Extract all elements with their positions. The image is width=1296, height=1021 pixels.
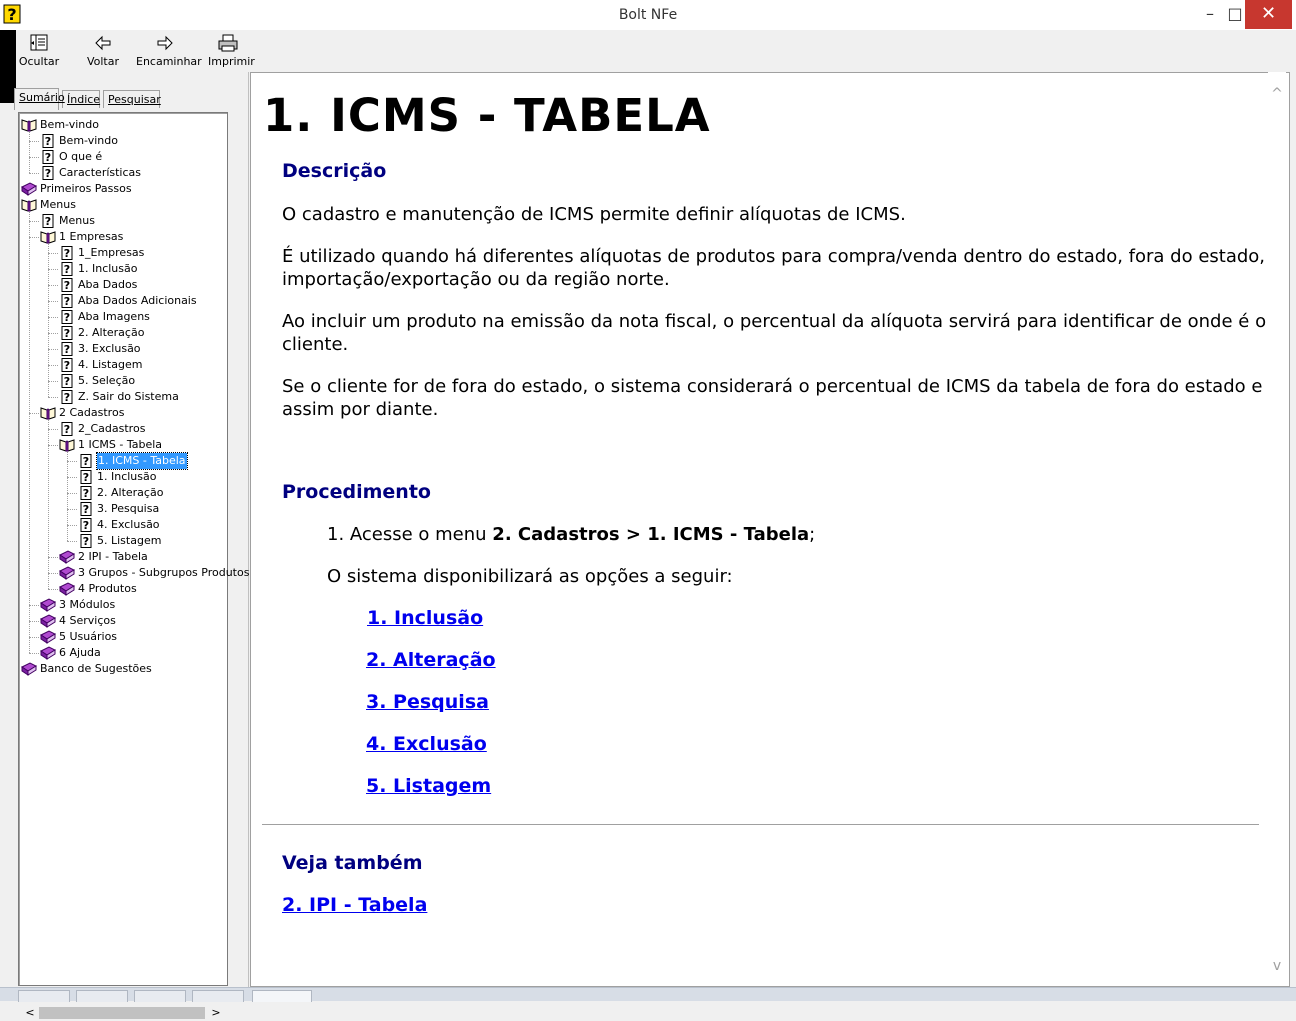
tree-item-label: 1 ICMS - Tabela [78,438,163,451]
tree-connector [48,365,58,366]
svg-text:?: ? [63,391,71,404]
svg-text:?: ? [82,455,90,468]
printer-icon [217,33,239,53]
svg-text:?: ? [82,471,90,484]
tree-connector [48,269,58,270]
link-ipi-tabela[interactable]: 2. IPI - Tabela [282,894,428,916]
step-1-prefix: 1. Acesse o menu [327,524,493,545]
tree-item-label: 4 Produtos [78,582,137,595]
tree-item-label: 2 IPI - Tabela [78,550,148,563]
window-title: Bolt NFe [618,7,678,23]
svg-text:?: ? [63,359,71,372]
tree-item-label: 2 Cadastros [59,406,125,419]
open-book-icon [21,198,37,212]
horizontal-scrollbar[interactable] [21,1005,225,1021]
tree-item-label: 2. Alteração [78,326,145,339]
tree-connector [67,525,77,526]
scroll-thumb[interactable] [39,1007,205,1019]
tree-connector [48,301,58,302]
step-1 [327,524,815,545]
forward-arrow-icon [154,33,176,53]
procedimento-heading: Procedimento [282,481,431,503]
tree-connector [48,589,58,590]
step-1-menu-path: 2. Cadastros > 1. ICMS - Tabela [492,524,810,545]
closed-book-icon [40,598,56,612]
tree-item-label: Aba Imagens [78,310,150,323]
tree-item-label: 1. ICMS - Tabela [98,454,186,467]
ocultar-button[interactable] [18,33,60,71]
tree-connector [48,285,58,286]
tree-connector [29,157,39,158]
tree-item-label: Aba Dados [78,278,138,291]
voltar-label: Voltar [86,55,120,68]
help-page-icon [59,326,75,340]
help-page-icon [59,246,75,260]
title-bar [0,0,1296,31]
help-page-icon [78,518,94,532]
divider [262,824,1259,825]
svg-text:?: ? [44,135,52,148]
step-1-suffix: ; [809,524,816,545]
svg-text:?: ? [63,423,71,436]
tree-item-label: Bem-vindo [40,118,99,131]
tree-connector [48,397,58,398]
tree-connector [29,141,39,142]
svg-text:?: ? [63,343,71,356]
help-page-icon [78,502,94,516]
tree-item-label: 5 Usuários [59,630,118,643]
help-page-icon [40,150,56,164]
paragraph-2: É utilizado quando há diferentes alíquotas de produtos para compra/venda dentro do estado, fora do estado, importação/exportação ou da região norte. [282,246,1266,290]
svg-text:?: ? [63,263,71,276]
link-listagem[interactable]: 5. Listagem [366,775,492,797]
tree-connector [48,381,58,382]
help-page-icon [59,278,75,292]
taskbar-item[interactable] [134,990,186,1002]
help-page-icon [40,166,56,180]
minimize-button[interactable]: – [1206,4,1214,23]
tree-item-label: O que é [59,150,103,163]
tree-connector [67,509,77,510]
tree-item-label: 6 Ajuda [59,646,101,659]
help-page-icon [78,454,94,468]
toolbar [16,30,1296,72]
navigation-pane [16,72,250,1019]
nav-tabs [16,88,248,110]
taskbar-item[interactable] [76,990,128,1002]
veja-tambem-heading: Veja também [282,852,423,874]
paragraph-1: O cadastro e manutenção de ICMS permite definir alíquotas de ICMS. [282,204,906,225]
maximize-button[interactable]: □ [1227,4,1243,23]
tree-item-label: Banco de Sugestões [40,662,152,675]
closed-book-icon [40,646,56,660]
svg-text:?: ? [63,311,71,324]
tree-connector [48,557,58,558]
tree-connector [67,541,77,542]
paragraph-4: Se o cliente for de fora do estado, o sistema considerará o percentual de ICMS da tabela de fora do estado e assim por diante. [282,376,1263,420]
svg-text:?: ? [82,535,90,548]
help-page-icon [59,342,75,356]
svg-text:?: ? [82,503,90,516]
paragraph-3: Ao incluir um produto na emissão da nota fiscal, o percentual da alíquota servirá para identificar de onde é o cliente. [282,311,1267,355]
taskbar-item[interactable] [18,990,70,1002]
svg-text:?: ? [82,519,90,532]
svg-text:?: ? [63,247,71,260]
help-page-icon [78,486,94,500]
svg-text:?: ? [63,327,71,340]
help-page-icon [59,262,75,276]
tree-connector [29,413,39,414]
open-book-icon [59,438,75,452]
help-page-icon [40,134,56,148]
tree-item-label: Bem-vindo [59,134,118,147]
svg-text:?: ? [44,151,52,164]
tab-sumario[interactable]: Sumário [14,88,59,110]
open-book-icon [40,406,56,420]
tree-item-label: 3 Grupos - Subgrupos Produtos [78,566,250,579]
tree-item-label: 4 Serviços [59,614,116,627]
hide-pane-icon [28,33,50,53]
tree-item-label: 4. Listagem [78,358,143,371]
tree-item-label: 2. Alteração [97,486,164,499]
help-page-icon [59,374,75,388]
imprimir-button[interactable] [208,33,255,71]
tree-item-label: 3 Módulos [59,598,116,611]
svg-text:?: ? [63,295,71,308]
taskbar-item-active[interactable] [252,990,312,1002]
page-title: 1. ICMS - TABELA [263,89,711,142]
tree-connector [67,477,77,478]
closed-book-icon [21,182,37,196]
help-page-icon [59,310,75,324]
tab-indice[interactable]: Índice [62,90,100,108]
tab-pesquisar[interactable]: Pesquisar [103,90,160,108]
tree-connector [48,317,58,318]
scroll-right-icon[interactable]: > [211,1006,221,1019]
tree-connector [29,132,30,173]
ocultar-label: Ocultar [18,55,60,68]
tree-connector [48,333,58,334]
tree-connector [48,253,58,254]
link-alteracao[interactable]: 2. Alteração [366,649,496,671]
closed-book-icon [59,582,75,596]
back-arrow-icon [92,33,114,53]
closed-book-icon [59,566,75,580]
tree-item-label: 2_Cadastros [78,422,146,435]
link-exclusao[interactable]: 4. Exclusão [366,733,487,755]
tree-connector [48,244,49,397]
tree-connector [29,637,39,638]
tree-item-label: 1 Empresas [59,230,124,243]
tree-item-label: 5. Listagem [97,534,162,547]
tree-item-label: Z. Sair do Sistema [78,390,179,403]
closed-book-icon [40,614,56,628]
scroll-up-icon[interactable]: ^ [1271,86,1283,102]
help-page-icon [78,534,94,548]
contents-tree [19,117,250,967]
close-button[interactable]: ✕ [1245,0,1292,29]
help-page-icon [59,294,75,308]
help-page-icon [59,422,75,436]
tree-connector [29,621,39,622]
tree-connector [48,573,58,574]
tree-connector [29,173,39,174]
scroll-left-icon[interactable]: < [25,1006,35,1019]
tree-item-label: 3. Pesquisa [97,502,160,515]
tree-connector [29,653,39,654]
tree-item-label: Primeiros Passos [40,182,132,195]
help-page-icon [59,390,75,404]
svg-text:?: ? [44,167,52,180]
link-pesquisa[interactable]: 3. Pesquisa [366,691,489,713]
help-page-icon [59,358,75,372]
tree-connector [29,212,30,653]
tree-item-label: Características [59,166,142,179]
svg-text:?: ? [63,279,71,292]
tree-item-label: 1. Inclusão [97,470,157,483]
tree-item-label: Menus [40,198,76,211]
svg-text:?: ? [7,5,17,24]
topic-content [250,72,1290,987]
vertical-scrollbar[interactable] [1268,72,1286,985]
tree-item-label: Menus [59,214,95,227]
tree-item-label: 4. Exclusão [97,518,160,531]
contents-tree-frame [18,112,250,1019]
encaminhar-button[interactable] [136,33,202,71]
tree-item-label: 5. Seleção [78,374,136,387]
descricao-heading: Descrição [282,160,387,182]
tree-item-label: 1_Empresas [78,246,145,259]
closed-book-icon [21,662,37,676]
tree-item-label: Aba Dados Adicionais [78,294,197,307]
tree-connector [48,349,58,350]
voltar-button[interactable] [86,33,120,71]
svg-text:?: ? [44,215,52,228]
tree-connector [29,605,39,606]
taskbar [0,987,1296,1001]
closed-book-icon [59,550,75,564]
help-page-icon [40,214,56,228]
link-inclusao[interactable]: 1. Inclusão [367,607,484,629]
tree-connector [48,445,58,446]
tree-connector [48,420,49,589]
imprimir-label: Imprimir [208,55,255,68]
tree-connector [67,493,77,494]
open-book-icon [21,118,37,132]
tree-connector [67,452,68,541]
svg-text:?: ? [82,487,90,500]
help-page-icon [78,470,94,484]
step-2: O sistema disponibilizará as opções a seguir: [327,566,733,587]
tree-connector [48,429,58,430]
tree-connector [67,461,77,462]
encaminhar-label: Encaminhar [136,55,202,68]
tree-item-label: 3. Exclusão [78,342,141,355]
closed-book-icon [40,630,56,644]
open-book-icon [40,230,56,244]
taskbar-item[interactable] [192,990,244,1002]
tree-connector [29,221,39,222]
tree-item-label: 1. Inclusão [78,262,138,275]
scroll-down-icon[interactable]: v [1272,958,1282,974]
svg-text:?: ? [63,375,71,388]
tree-connector [29,237,39,238]
